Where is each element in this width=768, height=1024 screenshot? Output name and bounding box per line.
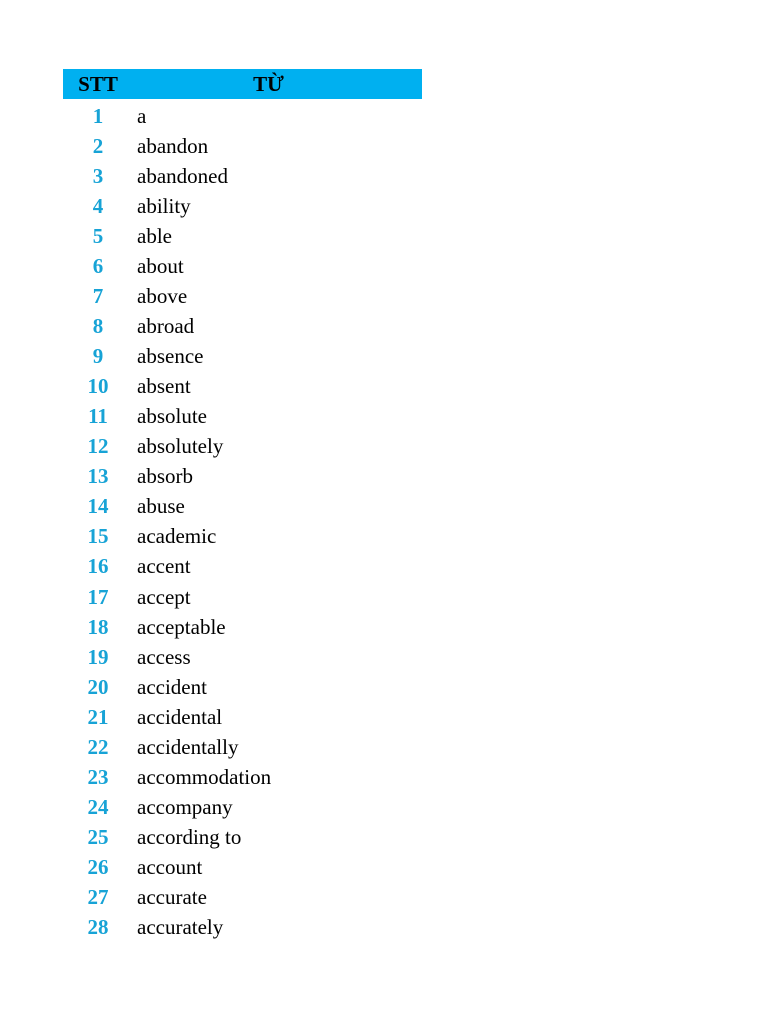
table-row [63,792,422,822]
table-row [63,853,422,883]
row-number: 6 [92,253,104,278]
row-number: 27 [87,885,109,910]
row-number: 8 [92,313,104,338]
row-word: absolute [137,404,207,429]
row-word: able [137,223,172,248]
table-row [63,342,422,372]
row-number: 7 [92,283,104,308]
row-word: academic [137,524,217,549]
row-word: accident [137,674,207,699]
row-number: 19 [87,644,109,669]
table-row [63,131,422,161]
row-number: 10 [87,374,109,399]
row-word: account [137,855,203,880]
row-number: 9 [92,344,104,369]
row-number: 26 [87,855,109,880]
row-word: accommodation [137,764,272,789]
row-number: 17 [87,584,109,609]
table-row [63,582,422,612]
header-stt: STT [78,71,118,96]
row-number: 5 [92,223,104,248]
table-row [63,642,422,672]
table-row [63,702,422,732]
row-number: 2 [92,133,104,158]
table-row [63,492,422,522]
table-row [63,101,422,131]
table-row [63,462,422,492]
row-number: 22 [87,734,109,759]
row-word: abuse [137,494,185,519]
table-row [63,913,422,943]
row-word: abandoned [137,163,228,188]
row-word: absorb [137,464,193,489]
row-word: accent [137,554,191,579]
row-number: 16 [87,554,109,579]
row-number: 21 [87,704,109,729]
row-word: a [137,103,147,128]
row-word: above [137,283,188,308]
table-row [63,762,422,792]
row-word: accidentally [137,734,239,759]
table-header [63,69,422,99]
table-row [63,883,422,913]
row-number: 1 [92,103,104,128]
row-word: according to [137,825,242,850]
table-row [63,221,422,251]
row-word: acceptable [137,614,226,639]
table-row [63,432,422,462]
row-number: 11 [88,404,108,429]
table-row [63,823,422,853]
row-word: about [137,253,184,278]
table-row [63,372,422,402]
row-number: 25 [87,825,109,850]
row-number: 12 [87,434,109,459]
row-number: 20 [87,674,109,699]
row-word: accurate [137,885,207,910]
row-word: accurately [137,915,224,940]
table-row [63,552,422,582]
table-row [63,251,422,281]
table-row [63,672,422,702]
table-row [63,612,422,642]
row-number: 15 [87,524,109,549]
vocabulary-table [63,69,422,943]
row-number: 24 [87,794,109,819]
row-word: abandon [137,133,209,158]
row-number: 13 [87,464,109,489]
table-row [63,732,422,762]
row-number: 4 [92,193,104,218]
row-number: 3 [92,163,104,188]
table-row [63,161,422,191]
row-word: access [137,644,191,669]
table-row [63,191,422,221]
row-word: accept [137,584,191,609]
row-word: absence [137,344,204,369]
table-row [63,281,422,311]
row-word: abroad [137,313,195,338]
row-word: accompany [137,794,233,819]
row-number: 14 [87,494,109,519]
row-number: 23 [87,764,109,789]
row-word: ability [137,193,191,218]
row-word: absent [137,374,191,399]
table-row [63,311,422,341]
table-row [63,522,422,552]
table-row [63,402,422,432]
row-number: 28 [87,915,109,940]
row-number: 18 [87,614,109,639]
header-word: TỪ [253,71,284,96]
table-body [63,101,422,943]
row-word: accidental [137,704,223,729]
row-word: absolutely [137,434,224,459]
